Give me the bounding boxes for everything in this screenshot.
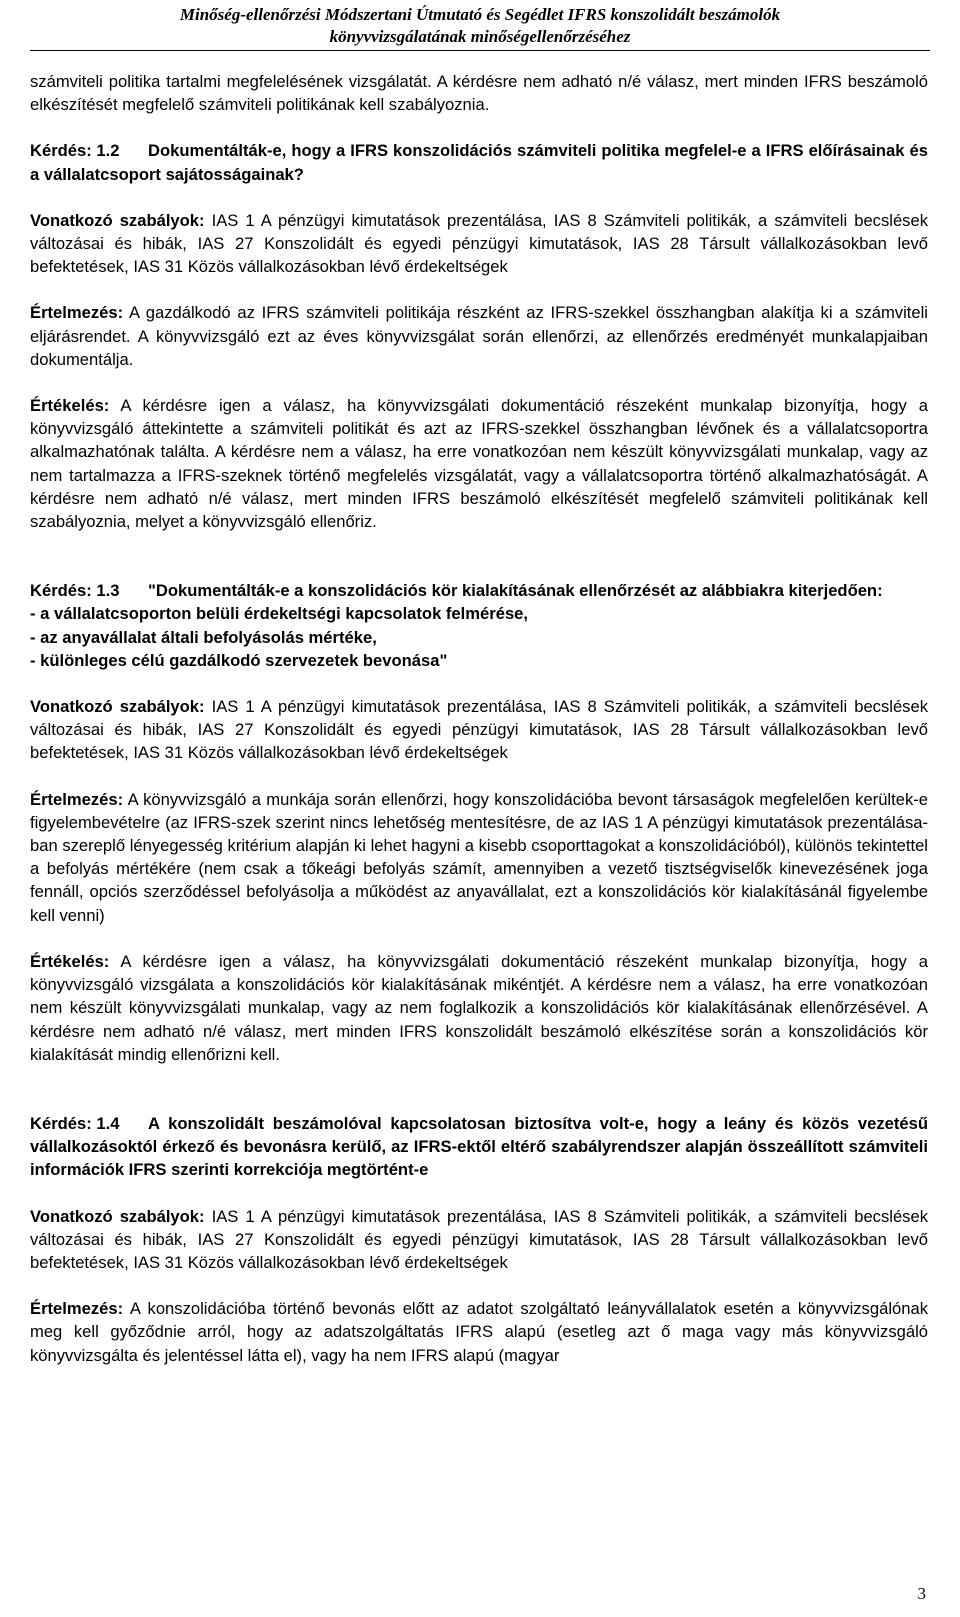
- evaluation-1-2: [30, 394, 928, 533]
- rules-label: Vonatkozó szabályok:: [30, 697, 205, 717]
- rules-text: IAS 1 A pénzügyi kimutatások prezentálása, IAS 8 Számviteli politikák, a számviteli becslések változásai és hibák, IAS 27 Konszolidált és egyedi pénzügyi kimutatások, IAS 28 Társult vállalkozásokban levő befektetések, IAS 31 Közös vállalkozásokban lévő érdekeltségek: [30, 1206, 928, 1272]
- page-bottom-margin: [0, 1602, 960, 1617]
- interpretation-label: Értelmezés:: [30, 303, 124, 323]
- interpretation-text: A könyvvizsgáló a munkája során ellenőrzi, hogy konszolidációba bevont társaságok megfelelően kerültek-e figyelembevételre (az IFRS-szek szerint nincs lehetőség mentesítésre, de az IAS 1 A pénzügyi kimutatások prezentálása-ban szereplő lényegesség kritérium alapján ki lehet hagyni a kisebb csoporttagokat a konszolidációból), különös tekintettel a befolyás mértékére (nem csak a tőkeági befolyás számít, amennyiben a vezető tisztségviselők kinevezésének joga fennáll, opciós szerződéssel befolyásolja a működést az anyavállalat, ezt a konszolidációs kör kialakításánál figyelembe kell venni): [30, 789, 929, 925]
- interpretation-label: Értelmezés:: [30, 1299, 124, 1319]
- evaluation-text: A kérdésre igen a válasz, ha könyvvizsgálati dokumentáció részeként munkalap bizonyítja, hogy a könyvvizsgáló vizsgálata a konszolidációs kör kialakításának mikéntjét. A kérdésre nem a válasz, ha erre vonatkozóan nem készült könyvvizsgálati munkalap, vagy az nem foglalkozik a konszolidációs kör kialakításának ellenőrzésével. A kérdésre nem adható n/é válasz, mert minden IFRS konszolidált beszámoló elkészítése során a konszolidációs kör kialakítását mindig ellenőrizni kell.: [30, 951, 928, 1064]
- rules-label: Vonatkozó szabályok:: [30, 1206, 205, 1226]
- question-title: Dokumentálták-e, hogy a IFRS konszolidációs számviteli politika megfelel-e a IFRS előírásainak és a vállalatcsoport sajátosságainak?: [30, 141, 928, 184]
- question-item: - az anyavállalat általi befolyásolás mértéke,: [30, 627, 377, 647]
- question-title: "Dokumentálták-e a konszolidációs kör kialakításának ellenőrzését az alábbiakra kiterjedően:: [148, 581, 883, 601]
- interpretation-1-3: [30, 788, 928, 927]
- question-title: A konszolidált beszámolóval kapcsolatosan biztosítva volt-e, hogy a leány és közös vezetésű vállalkozásoktól érkező és bevonásra kerülő, az IFRS-ektől eltérő szabályrendszer alapján összeállított számviteli információk IFRS szerinti korrekciója megtörtént-e: [30, 1113, 928, 1180]
- rules-1-3: [30, 695, 928, 765]
- question-1-2: [30, 139, 928, 185]
- question-1-4: [30, 1112, 928, 1182]
- rules-text: IAS 1 A pénzügyi kimutatások prezentálása, IAS 8 Számviteli politikák, a számviteli becslések változásai és hibák, IAS 27 Konszolidált és egyedi pénzügyi kimutatások, IAS 28 Társult vállalkozásokban levő befektetések, IAS 31 Közös vállalkozásokban lévő érdekeltségek: [30, 210, 928, 277]
- rules-text: IAS 1 A pénzügyi kimutatások prezentálása, IAS 8 Számviteli politikák, a számviteli becslések változásai és hibák, IAS 27 Konszolidált és egyedi pénzügyi kimutatások, IAS 28 Társult vállalkozásokban levő befektetések, IAS 31 Közös vállalkozásokban lévő érdekeltségek: [30, 697, 928, 763]
- running-header: [0, 4, 960, 48]
- evaluation-1-3: [30, 950, 928, 1066]
- header-line-1: Minőség-ellenőrzési Módszertani Útmutató és Segédlet IFRS konszolidált beszámolók: [179, 5, 781, 24]
- question-id: Kérdés: 1.3: [30, 581, 120, 601]
- interpretation-text: A gazdálkodó az IFRS számviteli politikája részként az IFRS-szekkel összhangban alakítja ki a számviteli eljárásrendet. A könyvvizsgáló ezt az éves könyvvizsgálat során ellenőrzi, az ellenőrzés eredményét munkalapjaiban dokumentálja.: [30, 303, 928, 369]
- document-body: [30, 70, 928, 1390]
- interpretation-1-2: [30, 301, 928, 371]
- interpretation-label: Értelmezés:: [30, 789, 124, 809]
- question-id: Kérdés: 1.2: [30, 141, 120, 161]
- question-item: - különleges célú gazdálkodó szervezetek bevonása": [30, 650, 448, 670]
- evaluation-label: Értékelés:: [30, 396, 110, 416]
- header-divider: [30, 50, 930, 51]
- page-number: 3: [917, 1584, 926, 1603]
- evaluation-text: A kérdésre igen a válasz, ha könyvvizsgálati dokumentáció részeként munkalap bizonyítja, hogy a könyvvizsgáló áttekintette a számviteli politikát és azt az IFRS-szekkel összhangban lévőnek és a vállalatcsoportra alkalmazhatónak találta. A kérdésre nem a válasz, ha erre vonatkozóan nem készült könyvvizsgálati munkalap, vagy az nem tartalmazza a IFRS-szeknek történő megfelelés vizsgálatát, vagy a vállalatcsoportra történő alkalmazhatóságát. A kérdésre nem adható n/é válasz, mert minden IFRS beszámoló elkészítését megfelelő számviteli politikának kell szabályoznia, melyet a könyvvizsgáló ellenőriz.: [30, 396, 928, 532]
- interpretation-text: A konszolidációba történő bevonás előtt az adatot szolgáltató leányvállalatok esetén a könyvvizsgálónak meg kell győződnie arról, hogy az adatszolgáltatás IFRS alapú (esetleg azt ő maga vagy más könyvvizsgáló könyvvizsgálta és jelentéssel látta el), vagy ha nem IFRS alapú (magyar: [30, 1299, 928, 1365]
- interpretation-1-4: [30, 1297, 928, 1367]
- question-id: Kérdés: 1.4: [30, 1113, 120, 1133]
- continued-paragraph: számviteli politika tartalmi megfelelésének vizsgálatát. A kérdésre nem adható n/é válasz, mert minden IFRS beszámoló elkészítését megfelelő számviteli politikának kell szabályoznia.: [30, 72, 928, 115]
- evaluation-label: Értékelés:: [30, 951, 110, 971]
- rules-1-2: [30, 209, 928, 279]
- header-line-2: könyvvizsgálatának minőségellenőrzéséhez: [329, 27, 631, 46]
- question-item: - a vállalatcsoporton belüli érdekeltségi kapcsolatok felmérése,: [30, 604, 529, 624]
- rules-label: Vonatkozó szabályok:: [30, 210, 205, 230]
- question-1-3: [30, 579, 928, 672]
- rules-1-4: [30, 1205, 928, 1275]
